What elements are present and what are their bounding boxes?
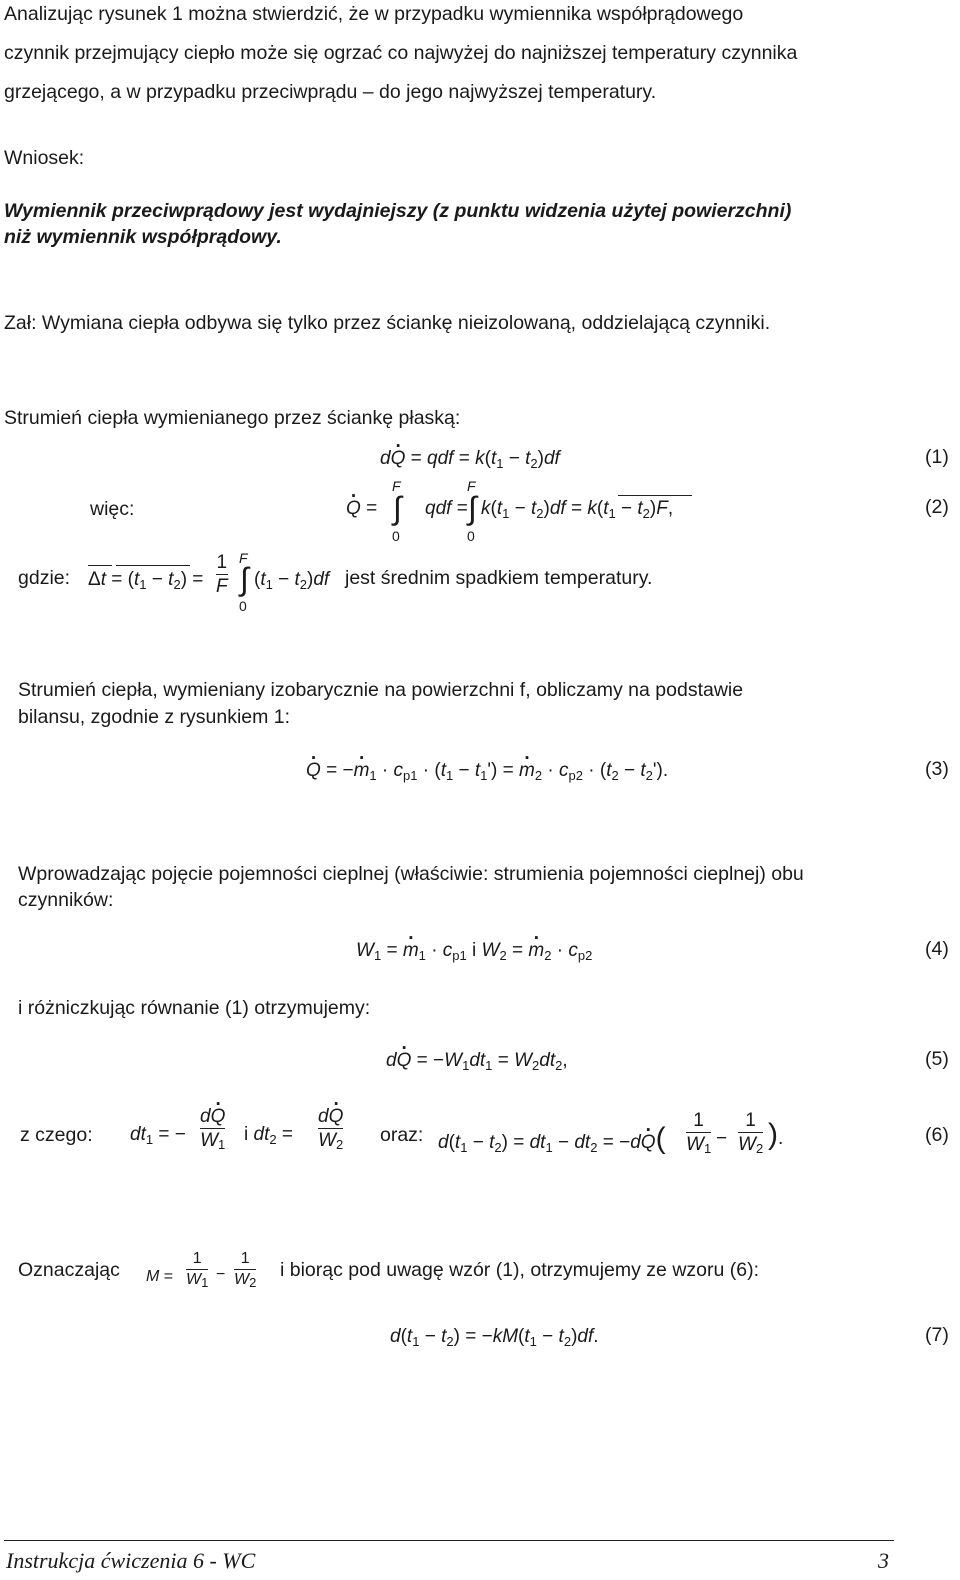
equation-4: $W_1$ = · $m_1 \cdot c_{p1}$ i $W_2$ = · $m_2 \cdot c_{p2}$ — [356, 940, 592, 967]
equation-2: · Q = — [346, 498, 377, 520]
footer-title: Instrukcja ćwiczenia 6 - WC — [6, 1548, 256, 1573]
wiec-label: więc: — [90, 498, 135, 520]
wniosek-line1: Wymiennik przeciwprądowy jest wydajniejszy (z punktu widzenia użytej powierzchni) — [4, 200, 792, 222]
para1-line2: czynnik przejmujący ciepło może się ogrzać co najwyżej do najniższej temperatury czynnika — [4, 42, 798, 64]
eq-number-6: (6) — [925, 1124, 949, 1146]
eq-number-1: (1) — [925, 446, 949, 468]
eq-number-7: (7) — [925, 1324, 949, 1346]
zczego-label: z czego: — [20, 1124, 93, 1146]
zal-text: Zał: Wymiana ciepła odbywa się tylko przez ściankę nieizolowaną, oddzielającą czynniki. — [4, 312, 771, 334]
oznaczajac-label: Oznaczając — [18, 1259, 120, 1281]
eq-number-4: (4) — [925, 938, 949, 960]
rozn-text: i różniczkując równanie (1) otrzymujemy: — [18, 997, 371, 1019]
wprow-line1: Wprowadzając pojęcie pojemności cieplnej (właściwie: strumienia pojemności cieplnej) obu — [18, 863, 804, 885]
strumien-intro: Strumień ciepła wymienianego przez ściankę płaską: — [4, 407, 461, 429]
integral-sign: ∫ — [468, 490, 477, 526]
para1-line3: grzejącego, a w przypadku przeciwprądu – do jego najwyższej temperatury. — [4, 81, 657, 103]
eq-number-2: (2) — [925, 496, 949, 518]
eq-number-3: (3) — [925, 758, 949, 780]
footer-page-number: 3 — [878, 1548, 889, 1573]
wprow-line2: czynników: — [18, 889, 114, 911]
equation-5: $d\cdot Q = -W_1dt_1 = W_2dt_2$, — [386, 1050, 568, 1077]
eq-number-5: (5) — [925, 1048, 949, 1070]
izob-line2: bilansu, zgodnie z rysunkiem 1: — [18, 706, 291, 728]
integral-sign: ∫ — [393, 490, 402, 526]
equation-1: d· Q = qdf = $k(t_1 - t_2)df$ — [380, 448, 560, 475]
izob-line1: Strumień ciepła, wymieniany izobarycznie na powierzchni f, obliczamy na podstawie — [18, 679, 744, 701]
wniosek-line2: niż wymiennik współprądowy. — [4, 226, 282, 248]
footer-rule — [4, 1540, 894, 1541]
equation-3: · Q = −· $m_1 \cdot c_{p1} \cdot (t_1 - t_1')$ = · $m_2 \cdot c_{p2} \cdot (t_2 - t_2')$. — [306, 760, 668, 787]
gdzie-label: gdzie: — [18, 567, 71, 589]
jest-text: jest średnim spadkiem temperatury. — [345, 567, 653, 589]
wniosek-label: Wniosek: — [4, 147, 85, 169]
equation-7: $d(t_1 - t_2) = -kM(t_1 - t_2)df$. — [390, 1326, 599, 1349]
oraz-label: oraz: — [380, 1124, 424, 1146]
para1-line1: Analizując rysunek 1 można stwierdzić, że w przypadku wymiennika współprądowego — [4, 3, 744, 25]
mean-temp-diff: $\Delta t = (t_1 - t_2)$ = — [88, 569, 204, 592]
biorac-text: i biorąc pod uwagę wzór (1), otrzymujemy ze wzoru (6): — [280, 1259, 759, 1281]
